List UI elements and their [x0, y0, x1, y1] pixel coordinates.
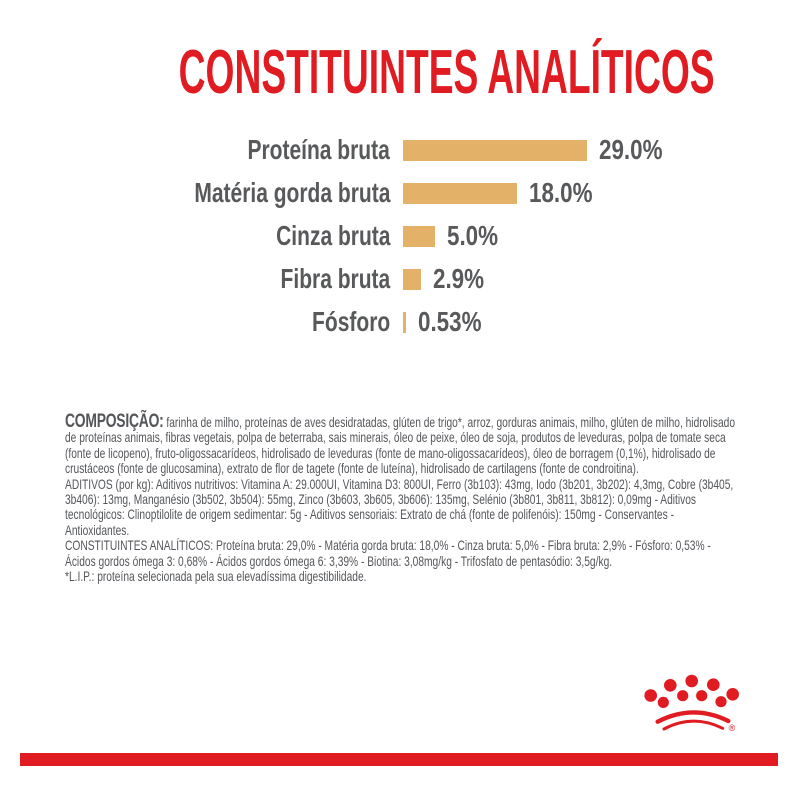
- chart-row: [0, 258, 800, 301]
- crown-base-arcs: [658, 712, 729, 729]
- bar-label: Cinza bruta: [275, 220, 390, 251]
- bar-fosforo: [403, 312, 406, 333]
- bar-materia-gorda-bruta: [403, 183, 517, 204]
- bar-cinza-bruta: [403, 226, 435, 247]
- page-title: CONSTITUINTES ANALÍTICOS: [178, 38, 715, 107]
- royal-canin-crown-logo: [642, 672, 742, 734]
- bar-fibra-bruta: [403, 269, 421, 290]
- bar-label: Proteína bruta: [247, 134, 390, 165]
- crown-dots: [644, 675, 739, 708]
- bar-label: Fósforo: [311, 306, 390, 337]
- composicao-paragraph: COMPOSIÇÃO: farinha de milho, proteínas de aves desidratadas, glúten de trigo*, arroz, gorduras animais, milho, glúten de milho, hidrolisado de proteínas animais, fibras vegetais, polpa de beterraba, sais minerais, óleo de peixe, óleo de soja, produtos de leveduras, polpa de tomate seca (fonte de licopeno), fruto-oligossacarídeos, hidrolisado de leveduras (fonte de mano-oligossacarídeos), óleo de borragem (0,1%), hidrolisado de crustáceos (fonte de glucosamina), extrato de flor de tagete (fonte de luteína), hidrolisado de cartilagens (fonte de condroitina).: [65, 411, 736, 477]
- aditivos-paragraph: ADITIVOS (por kg): Aditivos nutritivos: Vitamina A: 29.000UI, Vitamina D3: 800UI, Ferro (3b103): 43mg, Iodo (3b201, 3b202): 4,3mg, Cobre (3b405, 3b406): 13mg, Manganésio (3b502, 3b504): 55mg, Zinco (3b603, 3b605, 3b606): 135mg, Selénio (3b801, 3b811, 3b812): 0,09mg - Aditivos tecnológicos: Clinoptilolite de origem sedimentar: 5g - Aditivos sensoriais: Extrato de chá (fonte de polifenóis): 150mg - Conservantes - Antioxidantes.: [65, 475, 734, 538]
- bar-value: 2.9%: [433, 263, 485, 294]
- bar-value: 5.0%: [446, 220, 498, 251]
- chart-row: [0, 215, 800, 258]
- bar-value: 18.0%: [529, 177, 593, 208]
- composition-text-block: [65, 411, 737, 585]
- bar-value: 29.0%: [599, 134, 663, 165]
- bar-label: Fibra bruta: [280, 263, 390, 294]
- footer-red-bar: [20, 753, 778, 766]
- bar-label: Matéria gorda bruta: [193, 177, 390, 208]
- chart-row: [0, 301, 800, 344]
- lip-note: *L.I.P.: proteína selecionada pela sua elevadíssima digestibilidade.: [65, 568, 367, 585]
- bar-value: 0.53%: [418, 306, 482, 337]
- bar-proteina-bruta: [403, 140, 587, 161]
- analytical-constituents-chart: [0, 0, 800, 360]
- registered-mark-icon: ®: [728, 723, 736, 733]
- chart-row: [0, 172, 800, 215]
- constituintes-paragraph: CONSTITUINTES ANALÍTICOS: Proteína bruta: 29,0% - Matéria gorda bruta: 18,0% - Cinza bruta: 5,0% - Fibra bruta: 2,9% - Fósforo: 0,53% - Ácidos gordos ómega 3: 0,68% - Ácidos gordos ómega 6: 3,39% - Biotina: 3,08mg/kg - Trifosfato de pentasódio: 3,5g/kg.: [65, 537, 711, 569]
- chart-row: [0, 129, 800, 172]
- composicao-label: COMPOSIÇÃO:: [65, 411, 164, 432]
